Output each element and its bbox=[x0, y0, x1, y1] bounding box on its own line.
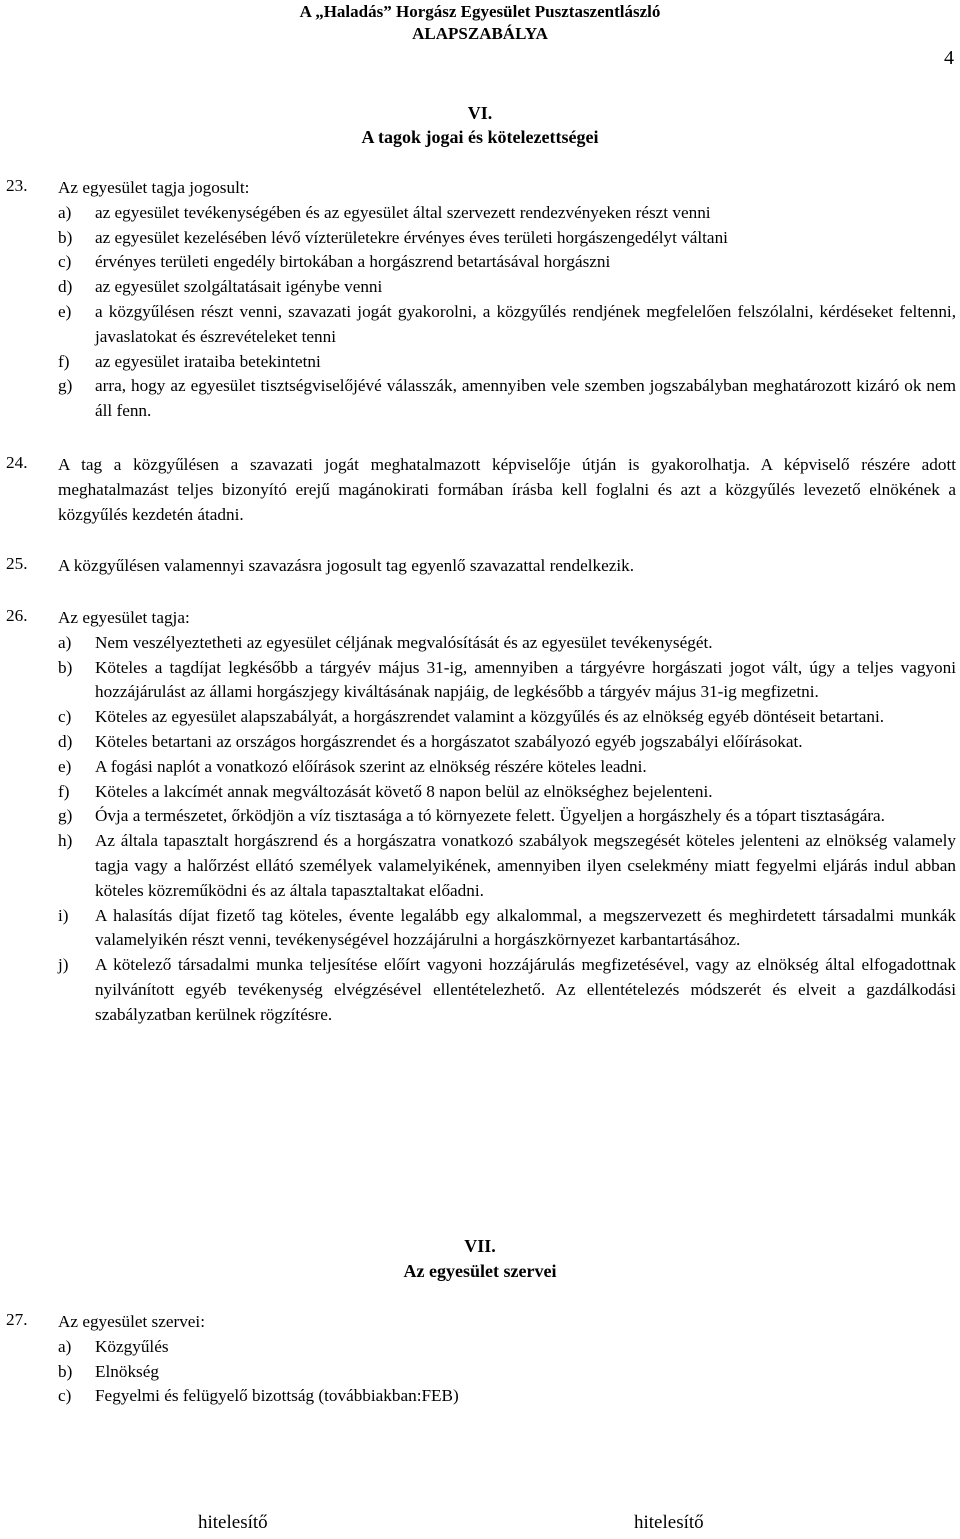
section-vi-title: A tagok jogai és kötelezettségei bbox=[361, 127, 599, 147]
item-label: d) bbox=[58, 731, 73, 751]
list-item bbox=[58, 829, 956, 903]
item-label: b) bbox=[58, 1361, 73, 1381]
item-text: Köteles a lakcímét annak megváltozását követő 8 napon belül az elnökséghez bejelenteni. bbox=[95, 781, 713, 801]
item-text: Nem veszélyeztetheti az egyesület céljának megvalósítását és az egyesület tevékenységét. bbox=[95, 632, 713, 652]
paragraph-25-number: 25. bbox=[6, 554, 28, 573]
list-item bbox=[58, 953, 956, 1027]
list-item bbox=[58, 374, 956, 424]
list-item bbox=[58, 226, 956, 251]
item-text: A fogási naplót a vonatkozó előírások szerint az elnökség részére köteles leadni. bbox=[95, 756, 647, 776]
item-label: j) bbox=[58, 955, 69, 975]
paragraph-23-number: 23. bbox=[6, 176, 28, 195]
paragraph-26-number: 26. bbox=[6, 606, 28, 625]
section-vi-number: VI. bbox=[467, 103, 493, 123]
list-item bbox=[58, 631, 956, 656]
item-text: arra, hogy az egyesület tisztségviselőjévé válasszák, amennyiben vele szemben jogszabályban meghatározott kizáró ok nem áll fenn. bbox=[95, 376, 956, 421]
item-label: b) bbox=[58, 657, 73, 677]
paragraph-27-intro: Az egyesület szervei: bbox=[58, 1312, 205, 1331]
item-label: g) bbox=[58, 806, 73, 826]
item-label: e) bbox=[58, 756, 72, 776]
page-number: 4 bbox=[944, 47, 954, 69]
item-text: a közgyűlésen részt venni, szavazati jogát gyakorolni, a közgyűlés rendjének megfelelően felszólalni, kérdéseket feltenni, javaslatokat és észrevételeket tenni bbox=[95, 301, 956, 346]
list-item bbox=[58, 656, 956, 706]
list-item bbox=[58, 1335, 956, 1360]
item-text: Köteles az egyesület alapszabályát, a horgászrendet valamint a közgyűlés és az elnökség egyéb döntéseit betartani. bbox=[95, 707, 885, 727]
item-label: c) bbox=[58, 252, 72, 272]
item-label: b) bbox=[58, 227, 73, 247]
item-text: Elnökség bbox=[95, 1361, 159, 1381]
footer-certifier-right: hitelesítő bbox=[634, 1512, 704, 1533]
section-vii-title: Az egyesület szervei bbox=[403, 1261, 557, 1281]
item-text: Köteles betartani az országos horgászrendet és a horgászatot szabályozó egyéb jogszabályi előírásokat. bbox=[95, 731, 803, 751]
item-text: Óvja a természetet, őrködjön a víz tisztasága a tó környezete felett. Ügyeljen a horgászhely és a tópart tisztaságára. bbox=[95, 806, 885, 826]
item-label: a) bbox=[58, 1336, 72, 1356]
item-label: f) bbox=[58, 351, 70, 371]
paragraph-27 bbox=[58, 1310, 956, 1409]
list-item bbox=[58, 1360, 956, 1385]
item-text: az egyesület kezelésében lévő vízterületekre érvényes éves területi horgászengedélyt váltani bbox=[95, 227, 728, 247]
item-label: f) bbox=[58, 781, 70, 801]
paragraph-27-number: 27. bbox=[6, 1310, 28, 1329]
paragraph-25-text: A közgyűlésen valamennyi szavazásra jogosult tag egyenlő szavazattal rendelkezik. bbox=[58, 556, 635, 575]
item-label: c) bbox=[58, 1386, 72, 1406]
section-vii-number: VII. bbox=[464, 1236, 496, 1256]
item-label: i) bbox=[58, 905, 69, 925]
item-text: Az általa tapasztalt horgászrend és a horgászatra vonatkozó szabályok megszegését köteles jelenteni az elnökség valamely tagja vagy a halőrzést ellátó személyek valamelyikének, amennyiben ilyen cselekmény miatt fegyelmi eljárás indul abban köteles közreműködni és az általa tapasztaltakat előadni. bbox=[95, 831, 956, 900]
list-item bbox=[58, 904, 956, 954]
list-item bbox=[58, 300, 956, 350]
list-item bbox=[58, 804, 956, 829]
item-label: d) bbox=[58, 277, 73, 297]
paragraph-23 bbox=[58, 176, 956, 424]
paragraph-24-text: A tag a közgyűlésen a szavazati jogát meghatalmazott képviselője útján is gyakorolhatja. A képviselő részére adott meghatalmazást teljes bizonyító erejű magánokirati formában írásba kell foglalni és azt a közgyűlés levezető elnökének a közgyűlés kezdetén átadni. bbox=[58, 455, 956, 524]
item-text: az egyesület szolgáltatásait igénybe venni bbox=[95, 277, 383, 297]
header-org-name: A „Haladás” Horgász Egyesület Pusztaszentlászló bbox=[299, 2, 661, 21]
item-label: g) bbox=[58, 376, 73, 396]
list-item bbox=[58, 250, 956, 275]
item-text: Közgyűlés bbox=[95, 1336, 169, 1356]
list-item bbox=[58, 780, 956, 805]
footer-certifier-left: hitelesítő bbox=[198, 1512, 268, 1533]
paragraph-24-number: 24. bbox=[6, 453, 28, 472]
list-item bbox=[58, 275, 956, 300]
list-item bbox=[58, 350, 956, 375]
list-item bbox=[58, 1384, 956, 1409]
item-label: h) bbox=[58, 831, 73, 851]
item-label: a) bbox=[58, 632, 72, 652]
paragraph-23-intro: Az egyesület tagja jogosult: bbox=[58, 178, 250, 197]
item-text: az egyesület irataiba betekintetni bbox=[95, 351, 321, 371]
item-label: c) bbox=[58, 707, 72, 727]
list-item bbox=[58, 730, 956, 755]
list-item bbox=[58, 705, 956, 730]
item-text: A halasítás díjat fizető tag köteles, évente legalább egy alkalommal, a megszervezett és meghirdetett társadalmi munkák valamelyikén részt venni, tevékenységével hozzájárulni a horgászkörnyezet karbantartásához. bbox=[95, 905, 956, 950]
item-text: érvényes területi engedély birtokában a horgászrend betartásával horgászni bbox=[95, 252, 611, 272]
paragraph-26-intro: Az egyesület tagja: bbox=[58, 608, 190, 627]
item-text: Fegyelmi és felügyelő bizottság (továbbiakban:FEB) bbox=[95, 1386, 459, 1406]
item-text: Köteles a tagdíjat legkésőbb a tárgyév május 31-ig, amennyiben a tárgyévre horgászati jogot vált, úgy a teljes vagyoni hozzájárulást az állami horgászjegy kiváltásának napjáig, de legkésőbb a tárgyév május 31-ig megfizetni. bbox=[95, 657, 956, 702]
list-item bbox=[58, 201, 956, 226]
item-label: a) bbox=[58, 202, 72, 222]
list-item bbox=[58, 755, 956, 780]
paragraph-26 bbox=[58, 606, 956, 1028]
item-label: e) bbox=[58, 301, 72, 321]
item-text: A kötelező társadalmi munka teljesítése előírt vagyoni hozzájárulás megfizetésével, vagy az elnökség által elfogadottnak nyilvánított egyéb tevékenység elvégzésével ellentételezhető. Az ellentételezés módszerét és elveit a gazdálkodási szabályzatban kerülnek rögzítésre. bbox=[95, 955, 956, 1024]
header-document-title: ALAPSZABÁLYA bbox=[412, 24, 548, 43]
item-text: az egyesület tevékenységében és az egyesület által szervezett rendezvényeken részt venni bbox=[95, 202, 711, 222]
